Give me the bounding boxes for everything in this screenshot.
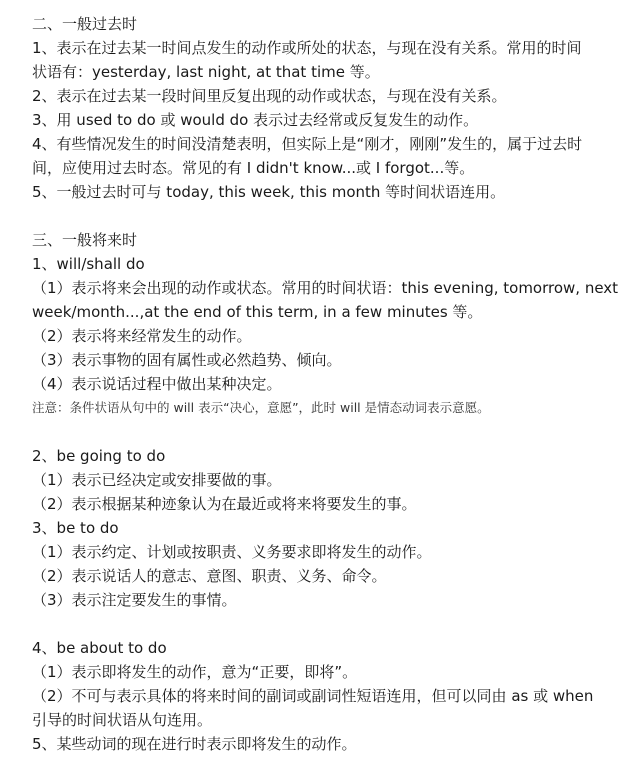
future-point-3-sub-2: （2）表示说话人的意志、意图、职责、义务、命令。 (32, 567, 387, 585)
future-point-1-note: 注意：条件状语从句中的 will 表示“决心，意愿”，此时 will 是情态动词表示意愿。 (32, 400, 490, 415)
future-point-1-sub-2: （2）表示将来经常发生的动作。 (32, 327, 252, 345)
future-point-1-sub-3: （3）表示事物的固有属性或必然趋势、倾向。 (32, 351, 342, 369)
future-point-1-sub-1-line-2: week/month...,at the end of this term, in a few minutes 等。 (32, 303, 483, 321)
past-item-5: 5、一般过去时可与 today, this week, this month 等时间状语连用。 (32, 183, 506, 201)
future-point-1-title: 1、will/shall do (32, 255, 145, 273)
future-point-3-sub-1: （1）表示约定、计划或按职责、义务要求即将发生的动作。 (32, 543, 432, 561)
future-point-3-sub-3: （3）表示注定要发生的事情。 (32, 591, 237, 609)
future-point-4-sub-2-line-2: 引导的时间状语从句连用。 (32, 711, 213, 729)
future-point-2-title: 2、be going to do (32, 447, 166, 465)
section-heading-future: 三、一般将来时 (32, 231, 138, 249)
past-item-1-line-1: 1、表示在过去某一时间点发生的动作或所处的状态，与现在没有关系。常用的时间 (32, 39, 582, 57)
future-point-2-sub-1: （1）表示已经决定或安排要做的事。 (32, 471, 282, 489)
future-point-4-title: 4、be about to do (32, 639, 167, 657)
past-item-1-line-2: 状语有：yesterday, last night, at that time 等。 (32, 63, 380, 81)
section-heading-past: 二、一般过去时 (32, 15, 138, 33)
past-item-3: 3、用 used to do 或 would do 表示过去经常或反复发生的动作。 (32, 111, 479, 129)
future-point-4-sub-1: （1）表示即将发生的动作，意为“正要，即将”。 (32, 663, 358, 681)
future-point-2-sub-2: （2）表示根据某种迹象认为在最近或将来将要发生的事。 (32, 495, 417, 513)
future-point-3-title: 3、be to do (32, 519, 119, 537)
past-item-4-line-1: 4、有些情况发生的时间没清楚表明，但实际上是“刚才，刚刚”发生的，属于过去时 (32, 135, 583, 153)
future-point-4-sub-2-line-1: （2）不可与表示具体的将来时间的副词或副词性短语连用，但可以同由 as 或 when (32, 687, 594, 705)
past-item-2: 2、表示在过去某一段时间里反复出现的动作或状态，与现在没有关系。 (32, 87, 507, 105)
future-point-5-title: 5、某些动词的现在进行时表示即将发生的动作。 (32, 735, 357, 753)
future-point-1-sub-1-line-1: （1）表示将来会出现的动作或状态。常用的时间状语：this evening, tomorrow, next (32, 279, 619, 297)
future-point-1-sub-4: （4）表示说话过程中做出某种决定。 (32, 375, 282, 393)
past-item-4-line-2: 间，应使用过去时态。常见的有 I didn't know...或 I forgot...等。 (32, 159, 475, 177)
